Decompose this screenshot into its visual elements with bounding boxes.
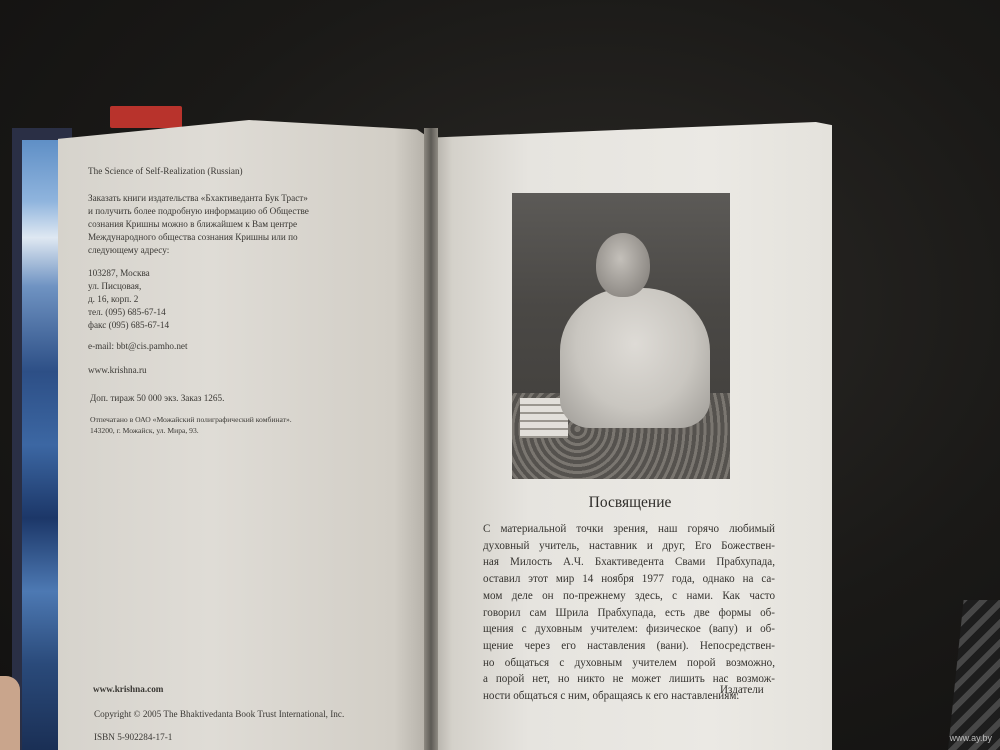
dedication-line: духовный учитель, наставник и друг, Его Божествен- [483,539,775,552]
portrait-photo [512,193,730,479]
hand [0,676,20,750]
intro-line: и получить более подробную информацию об Обществе [88,206,309,216]
print-run-line: Доп. тираж 50 000 экз. Заказ 1265. [90,393,225,403]
dedication-line: а порой нет, но никто не может лишить нас возмож- [483,673,775,686]
dedication-text [483,521,775,705]
intro-line: Международного общества сознания Кришны или по [88,232,298,242]
printer-line: 143200, г. Можайск, ул. Мира, 93. [90,426,199,435]
address-line: д. 16, корп. 2 [88,294,139,304]
dedication-line: мом деле он по-прежнему здесь, с нами. Как часто [483,589,775,602]
address-line: 103287, Москва [88,268,150,278]
dedication-line: С материальной точки зрения, наш горячо любимый [483,523,775,535]
photo-robed-figure [560,288,710,428]
intro-line: следующему адресу: [88,245,170,255]
isbn-line: ISBN 5-902284-17-1 [94,732,173,742]
red-bookmark [110,106,182,128]
website-line: www.krishna.ru [88,365,147,375]
bottom-website: www.krishna.com [93,684,164,694]
dedication-line: ности общаться с ним, обращаясь к его наставлениям. [483,690,740,703]
address-line: ул. Писцовая, [88,281,142,291]
dedication-line: щение через его наставления (вани). Непосредствен- [483,639,775,652]
dedication-heading: Посвящение [588,494,672,511]
photo-head [596,233,650,297]
fax-line: факс (095) 685-67-14 [88,320,170,330]
dedication-line: говорил сам Шрила Прабхупада, есть две формы об- [483,606,775,619]
site-watermark: www.ay.by [949,733,992,743]
phone-line: тел. (095) 685-67-14 [88,307,166,317]
dedication-line: оставил этот мир 14 ноября 1977 года, однако на са- [483,573,775,586]
dedication-line: ная Милость А.Ч. Бхактиведента Свами Прабхупада, [483,556,775,569]
publishers-signature: Издатели [720,684,764,696]
printer-line: Отпечатано в ОАО «Можайский полиграфический комбинат». [90,415,292,424]
intro-line: Заказать книги издательства «Бхактиведанта Бук Траст» [88,193,308,203]
dedication-line: но общаться с духовным учителем порой возможно, [483,656,775,669]
intro-line: сознания Кришны можно в ближайшем к Вам центре [88,219,298,229]
book-gutter [424,128,438,750]
email-line: e-mail: bbt@cis.pamho.net [88,341,188,351]
dedication-line: щения с духовным учителем: физическое (вапу) и об- [483,623,775,636]
copyright-line: Copyright © 2005 The Bhaktivedanta Book Trust International, Inc. [94,709,345,719]
original-title: The Science of Self-Realization (Russian) [88,166,243,176]
